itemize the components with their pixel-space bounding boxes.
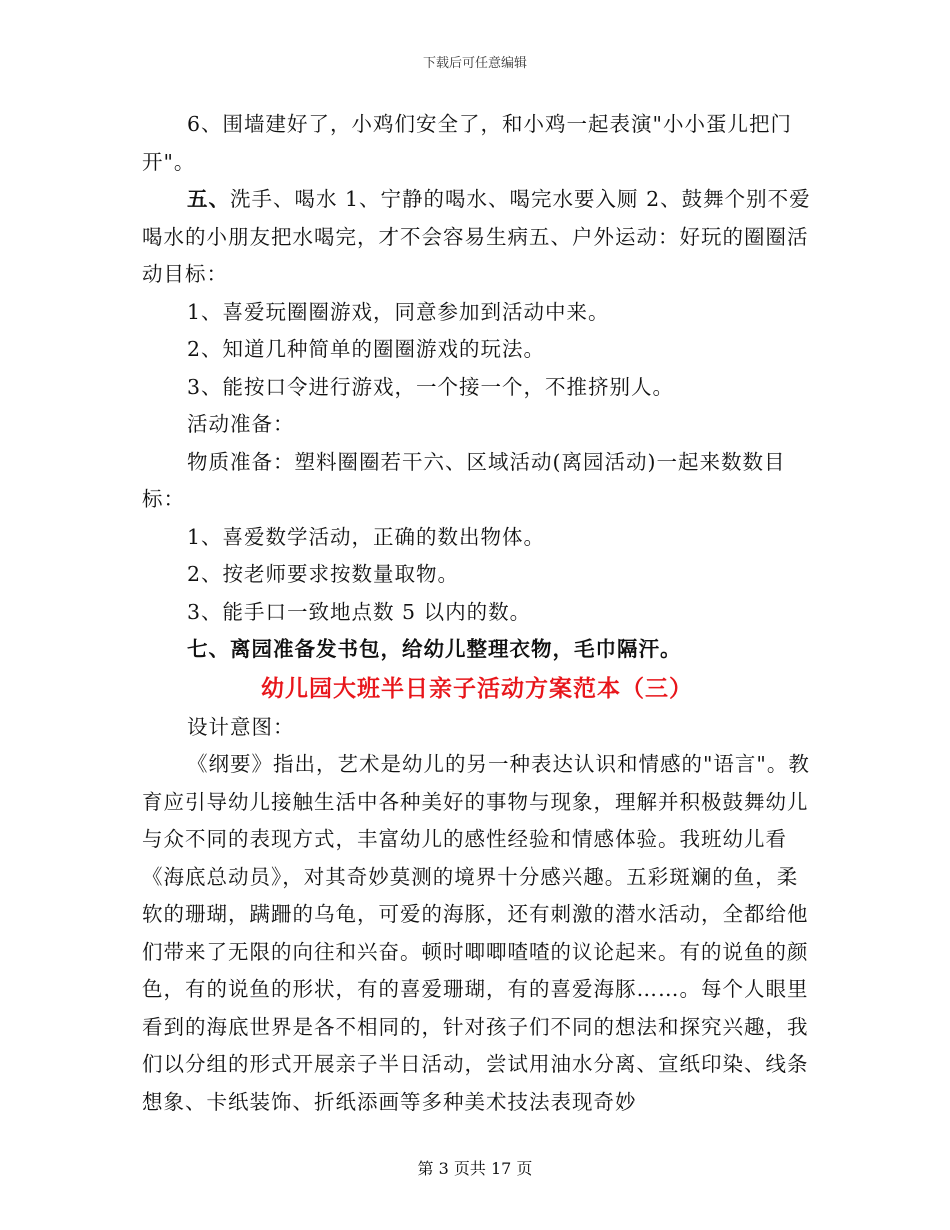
section-5-label: 五、 [187, 187, 230, 211]
document-body [142, 106, 812, 1121]
goal-item-1: 1、喜爱玩圈圈游戏，同意参加到活动中来。 [187, 299, 610, 324]
math-goal-item-2: 2、按老师要求按数量取物。 [187, 562, 460, 586]
design-intent-heading: 设计意图： [187, 714, 295, 739]
material-prep-paragraph: 物质准备：塑料圈圈若干六、区域活动(离园活动)一起来数数目标： [142, 449, 786, 511]
goal-item-2: 2、知道几种简单的圈圈游戏的玩法。 [187, 337, 546, 361]
section-5-text: 洗手、喝水 1、宁静的喝水、喝完水要入厕 2、鼓舞个别不爱喝水的小朋友把水喝完，才不会容易生病五、户外运动：好玩的圈圈活动目标： [142, 187, 811, 286]
design-intent-paragraph: 《纲要》指出，艺术是幼儿的另一种表达认识和情感的"语言"。教育应引导幼儿接触生活中各种美好的事物与现象，理解并积极鼓舞幼儿与众不同的表现方式，丰富幼儿的感性经验和情感体验。我班幼儿看《海底总动员》，对其奇妙莫测的境界十分感兴趣。五彩斑斓的鱼，柔软的珊瑚，蹒跚的乌龟，可爱的海豚，还有刺激的潜水活动，全都给他们带来了无限的向往和兴奋。顿时唧唧喳喳的议论起来。有的说鱼的颜色，有的说鱼的形状，有的喜爱珊瑚，有的喜爱海豚……。每个人眼里看到的海底世界是各不相同的，针对孩子们不同的想法和探究兴趣，我们以分组的形式开展亲子半日活动，尝试用油水分离、宣纸印染、线条想象、卡纸装饰、折纸添画等多种美术技法表现奇妙 [142, 752, 810, 1114]
math-goal-item-1: 1、喜爱数学活动，正确的数出物体。 [187, 524, 546, 549]
page-footer: 第 3 页共 17 页 [417, 1159, 533, 1178]
paragraph-section-5 [142, 181, 812, 294]
goal-item-3: 3、能按口令进行游戏，一个接一个，不推挤别人。 [187, 374, 675, 399]
document-section-title: 幼儿园大班半日亲子活动方案范本（三） [261, 674, 693, 702]
activity-prep-heading: 活动准备： [187, 412, 295, 436]
paragraph-item-6: 6、围墙建好了，小鸡们安全了，和小鸡一起表演"小小蛋儿把门开"。 [142, 112, 792, 174]
math-goal-item-3: 3、能手口一致地点数 5 以内的数。 [187, 599, 532, 624]
page-header: 下载后可任意编辑 [422, 56, 527, 71]
section-7-heading: 七、离园准备发书包，给幼儿整理衣物，毛巾隔汗。 [187, 637, 682, 661]
